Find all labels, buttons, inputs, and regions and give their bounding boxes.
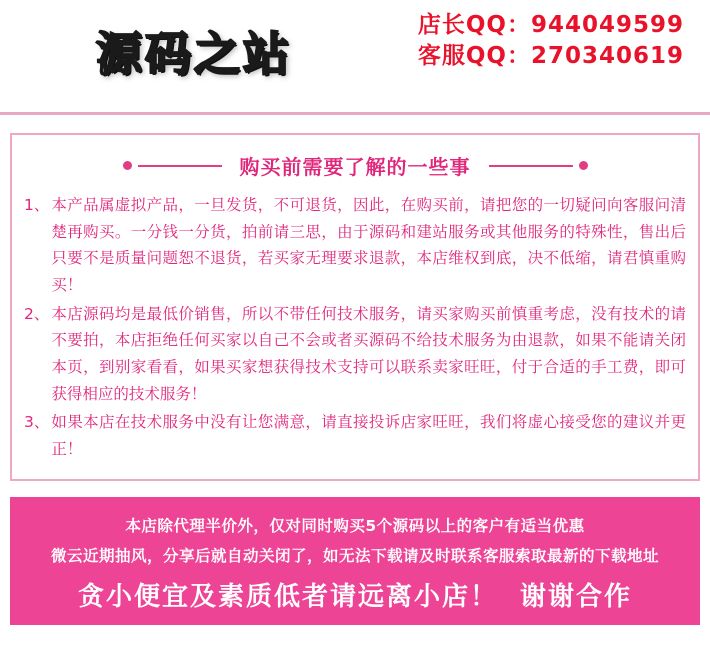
divider-left xyxy=(138,165,222,167)
contact-row-manager xyxy=(418,10,684,41)
brand-logo: 源码之站 xyxy=(96,27,292,81)
banner-highlight xyxy=(20,581,690,615)
divider-right xyxy=(489,165,573,167)
bullet-dot-right-icon xyxy=(579,161,588,170)
contact-value-support: 270340619 xyxy=(530,43,684,70)
list-item xyxy=(24,301,686,408)
banner-highlight-right: 谢谢合作 xyxy=(520,582,633,612)
contact-label-support: 客服QQ： xyxy=(417,43,531,70)
banner-line-download: 微云近期抽风，分享后就自动关闭了，如无法下载请及时联系客服索取最新的下载地址 xyxy=(50,546,659,565)
list-item-number: 1、 xyxy=(24,196,50,214)
notice-title-row xyxy=(24,151,686,180)
list-item-text: 本店源码均是最低价销售，所以不带任何技术服务，请买家购买前慎重考虑，没有技术的请不要拍，本店拒绝任何买家以自己不会或者买源码不给技术服务为由退款，如果不能请关闭本页，到别家看看，如果买家想获得技术支持可以联系卖家旺旺，付于合适的手工费，即可获得相应的技术服务！ xyxy=(51,304,686,403)
list-item-number: 2、 xyxy=(24,304,50,323)
list-item-text: 如果本店在技术服务中没有让您满意，请直接投诉店家旺旺，我们将虚心接受您的建议并更正！ xyxy=(51,413,686,458)
list-item-number: 3、 xyxy=(24,413,50,432)
list-item-text: 本产品属虚拟产品，一旦发货，不可退货，因此，在购买前，请把您的一切疑问向客服问清楚再购买。一分钱一分货，拍前请三思，由于源码和建站服务或其他服务的特殊性，售出后只要不是质量问题恕不退货，若买家无理要求退款，本店维权到底，决不低缩，请君慎重购买！ xyxy=(51,196,686,294)
bullet-dot-left-icon xyxy=(123,161,132,170)
contact-value-manager: 944049599 xyxy=(530,12,684,38)
contact-row-support xyxy=(418,41,684,72)
contact-block xyxy=(418,10,684,72)
banner-highlight-left: 贪小便宜及素质低者请远离小店！ xyxy=(77,582,498,612)
list-item xyxy=(24,409,686,462)
list-item xyxy=(24,192,686,299)
page-header xyxy=(0,0,710,115)
contact-label-manager: 店长QQ： xyxy=(417,12,531,38)
notice-panel xyxy=(10,133,700,481)
banner-line-discount: 本店除代理半价外，仅对同时购买5个源码以上的客户有适当优惠 xyxy=(125,516,585,535)
promo-banner xyxy=(10,497,700,625)
notice-title: 购买前需要了解的一些事 xyxy=(239,155,471,179)
notice-list xyxy=(24,192,686,463)
